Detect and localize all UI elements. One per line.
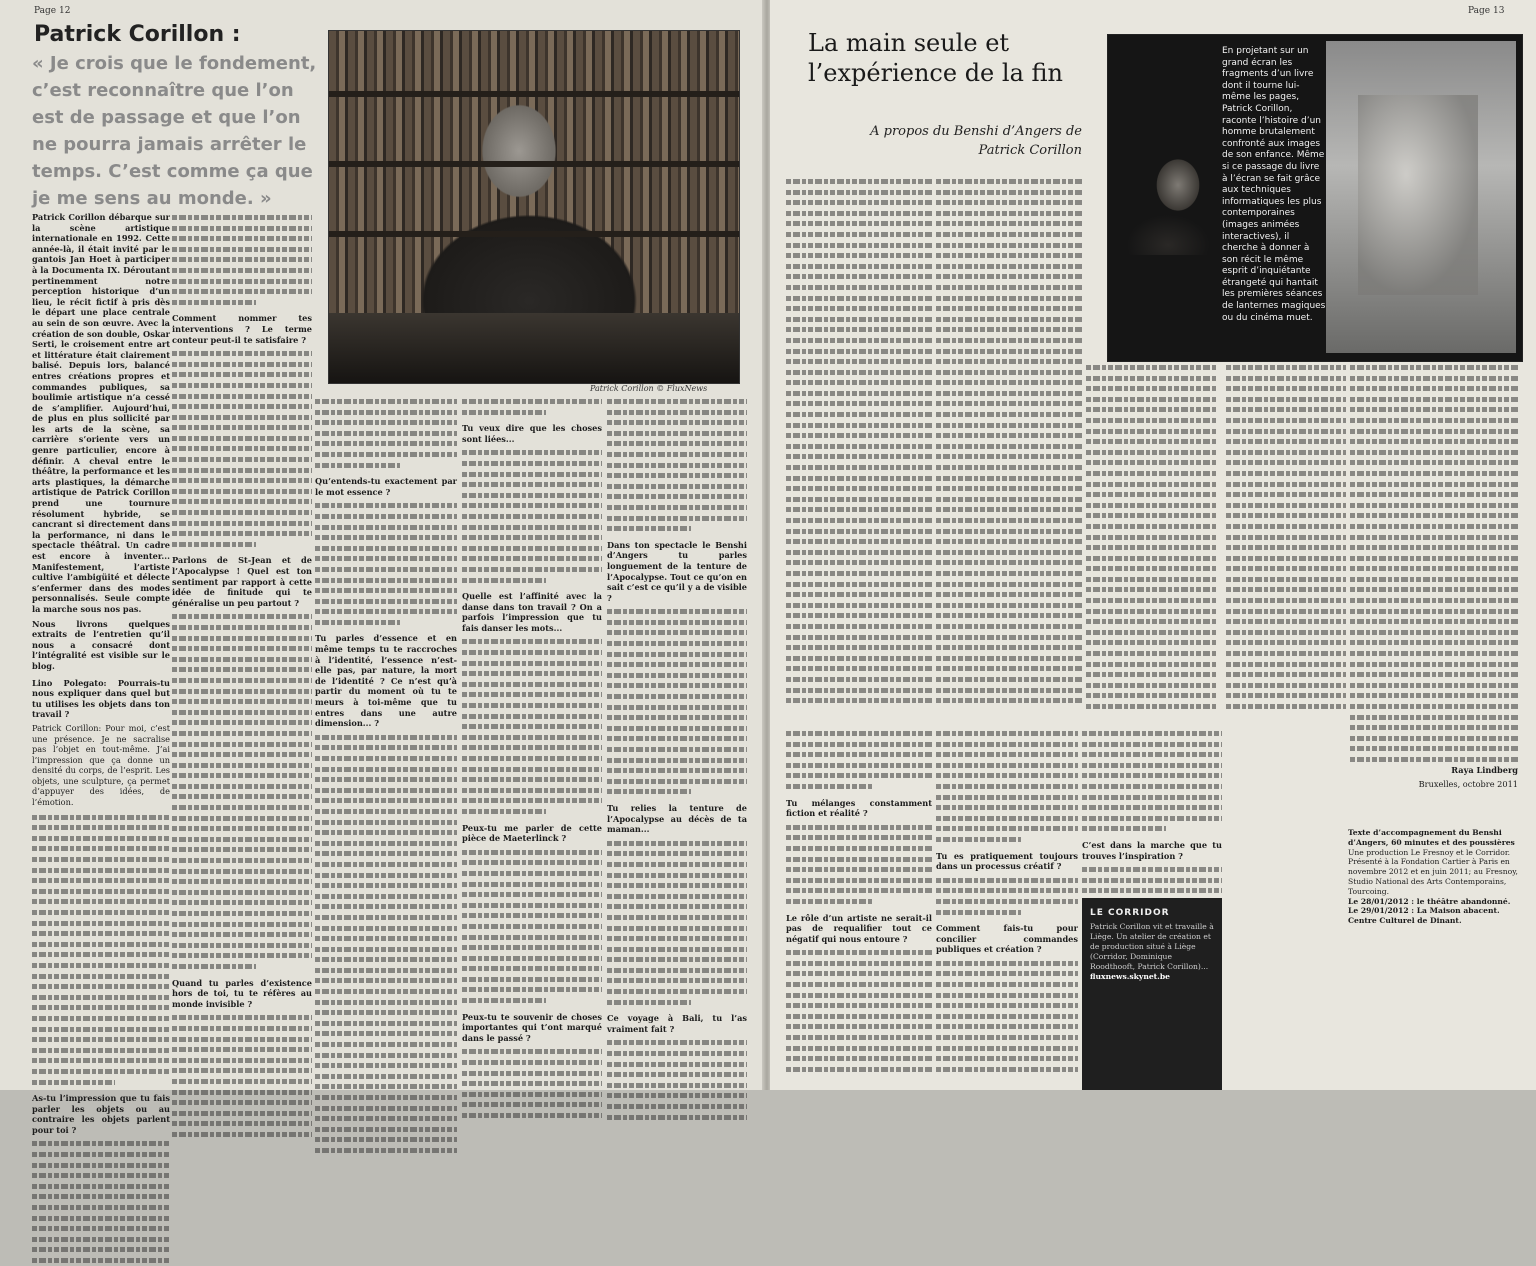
question-1: Lino Polegato: Pourrais-tu nous expliquer dans quel but tu utilises les objets dans ton travail ? [32, 677, 170, 720]
right-column-2 [936, 176, 1082, 716]
right-question-4: Tu es pratiquement toujours dans un processus créatif ? [936, 850, 1078, 872]
corridor-text: Patrick Corillon vit et travaille à Liège. Un atelier de création et de production situé à Liège (Corridor, Dominique Roodthooft, Patrick Corillon)... [1090, 922, 1214, 971]
answer-1: Patrick Corillon: Pour moi, c’est une présence. Je ne sacralise pas l’objet en tout-même. J’ai l’impression que ça donne un densité du corps, de l’esprit. Les objets, une sculpture, ça permet d’appuyer des idées, de l’émotion. [32, 722, 170, 808]
photo-caption: En projetant sur un grand écran les fragments d’un livre dont il tourne lui-même les pages, Patrick Corillon, raconte l’histoire d’un homme brutalement confronté aux images de son enfance. Même si ce passage du livre à l’écran se fait grâce aux techniques informatiques les plus contemporaines (images animées interactives), il cherche à donner à son récit le même esprit d’inquiétante étrangeté qui hantait les premières séances de lanternes magiques ou du cinéma muet. [1222, 46, 1326, 323]
question-12: Dans ton spectacle le Benshi d’Angers tu parles longuement de la tenture de l’Apocalypse. Tout ce qu’on en sait c’est ce qu’il y a de visible ? [607, 539, 747, 603]
left-column-5 [607, 396, 747, 1086]
question-5: Qu’entends-tu exactement par le mot essence ? [315, 476, 457, 497]
article-title [808, 28, 1063, 88]
left-page [0, 0, 764, 1135]
question-11: Peux-tu te souvenir de choses importantes qui t’ont marqué dans le passé ? [462, 1011, 602, 1043]
left-column-2 [172, 212, 312, 1082]
question-9: Quelle est l’affinité avec la danse dans ton travail ? On a parfois l’impression que tu fais danser les mots... [462, 591, 602, 633]
left-column-4 [462, 396, 602, 1086]
question-6: Tu parles d’essence et en même temps tu te raccroches à l’identité, l’essence n’est-elle pas, par nature, la mort de l’identité ? Ce n’est qu’à partir du moment où tu te meurs à toi-même que tu entres dans une autre dimension... ? [315, 633, 457, 729]
interview-note: Nous livrons quelques extraits de l’entretien qu’il nous a consacré dont l’intégralité est visible sur le blog. [32, 618, 170, 671]
question-3: Comment nommer tes interventions ? Le terme conteur peut-il te satisfaire ? [172, 313, 312, 345]
credits-title: Texte d’accompagnement du Benshi d’Angers, 60 minutes et des poussières [1348, 828, 1515, 847]
pull-quote: « Je crois que le fondement, c’est reconnaître que l’on est de passage et que l’on ne pourra jamais arrêter le temps. C’est comme ça que je me sens au monde. » [32, 53, 317, 209]
author-signature: Raya Lindberg [1451, 764, 1518, 775]
title-line-2: l’expérience de la fin [808, 59, 1063, 87]
question-4: Parlons de St-Jean et de l’Apocalypse ! Quel est ton sentiment par rapport à cette idée de finitude qui te généralise un peu partout ? [172, 555, 312, 608]
question-13: Tu relies la tenture de l’Apocalypse au décès de ta maman... [607, 802, 747, 835]
right-column-3 [1086, 362, 1216, 717]
question-8: Tu veux dire que les choses sont liées... [462, 423, 602, 444]
question-2: As-tu l’impression que tu fais parler les objets ou au contraire les objets parlent pour toi ? [32, 1093, 170, 1135]
right-bottom-column-3 [1082, 728, 1222, 893]
corridor-link[interactable]: fluxnews.skynet.be [1090, 972, 1170, 981]
right-bottom-column-1 [786, 728, 932, 1088]
intro-text: Patrick Corillon débarque sur la scène artistique internationale en 1992. Cette année-là, il était invité par le gantois Jan Hoet à participer à la Documenta IX. Déroutant pertinemment notre perception historique d’un lieu, le récit fictif à pris dès le départ une place centrale au sein de son œuvre. Avec la création de son double, Oskar Serti, le croisement entre art et littérature était clairement balisé. Depuis lors, balancé entres créations propres et commandes publiques, sa boulimie artistique n’a cessé de s’amplifier. Aujourd’hui, de plus en plus sollicité par les arts de la scène, sa carrière s’oriente vers un genre particulier, encore à définir. A cheval entre le théâtre, la performance et les arts plastiques, la démarche artistique de Patrick Corillon prend une tournure résolument hybride, se cancrant si directement dans la performance, ni dans le spectacle théâtral. Un cadre est encore à inventer... Manifestement, l’artiste cultive l’ambigüité et délecte s’enfermer dans des modes personnalisés. Seule compte la marche sous nos pas. [32, 212, 170, 614]
right-column-5 [1350, 362, 1518, 822]
subtitle-line-2: Patrick Corillon [978, 143, 1082, 158]
right-folio: Page 13 [1468, 6, 1505, 16]
left-column-3 [315, 396, 457, 1086]
interview-name-heading: Patrick Corillon : [34, 22, 241, 47]
right-bottom-column-2 [936, 728, 1078, 1088]
title-line-1: La main seule et [808, 29, 1010, 57]
credits-text: Une production Le Fresnoy et le Corridor. Présenté à la Fondation Cartier à Paris en novembre 2012 et en juin 2011; au Fresnoy, Studio National des Arts Contemporains, Tourcoing. [1348, 847, 1518, 896]
left-folio: Page 12 [34, 6, 71, 16]
right-question-1: Tu mélanges constamment fiction et réalité ? [786, 797, 932, 819]
question-10: Peux-tu me parler de cette pièce de Maeterlinck ? [462, 822, 602, 844]
subtitle-line-1: A propos du Benshi d’Angers de [870, 124, 1082, 139]
signature-date: Bruxelles, octobre 2011 [1418, 779, 1518, 790]
right-question-5: C’est dans la marche que tu trouves l’inspiration ? [1082, 839, 1222, 861]
production-credits [1348, 828, 1518, 926]
photo-credit: Patrick Corillon © FluxNews [590, 384, 708, 393]
right-column-4 [1226, 362, 1346, 717]
artist-photo [328, 30, 740, 384]
corridor-title: LE CORRIDOR [1090, 908, 1170, 918]
right-column-1 [786, 176, 932, 716]
right-question-2: Le rôle d’un artiste ne serait-il pas de requalifier tout ce négatif qui nous entoure ? [786, 912, 932, 944]
article-subtitle [832, 122, 1082, 160]
credits-dates: Le 28/01/2012 : le théâtre abandonné. Le 29/01/2012 : La Maison abacent. Centre Culturel de Dinant. [1348, 896, 1511, 926]
corridor-box [1082, 898, 1222, 1090]
question-14: Ce voyage à Bali, tu l’as vraiment fait ? [607, 1013, 747, 1034]
left-column-1 [32, 212, 170, 1135]
question-7: Quand tu parles d’existence hors de toi, tu te réfères au monde invisible ? [172, 977, 312, 1009]
right-question-3: Comment fais-tu pour concilier commandes publiques et création ? [936, 923, 1078, 955]
